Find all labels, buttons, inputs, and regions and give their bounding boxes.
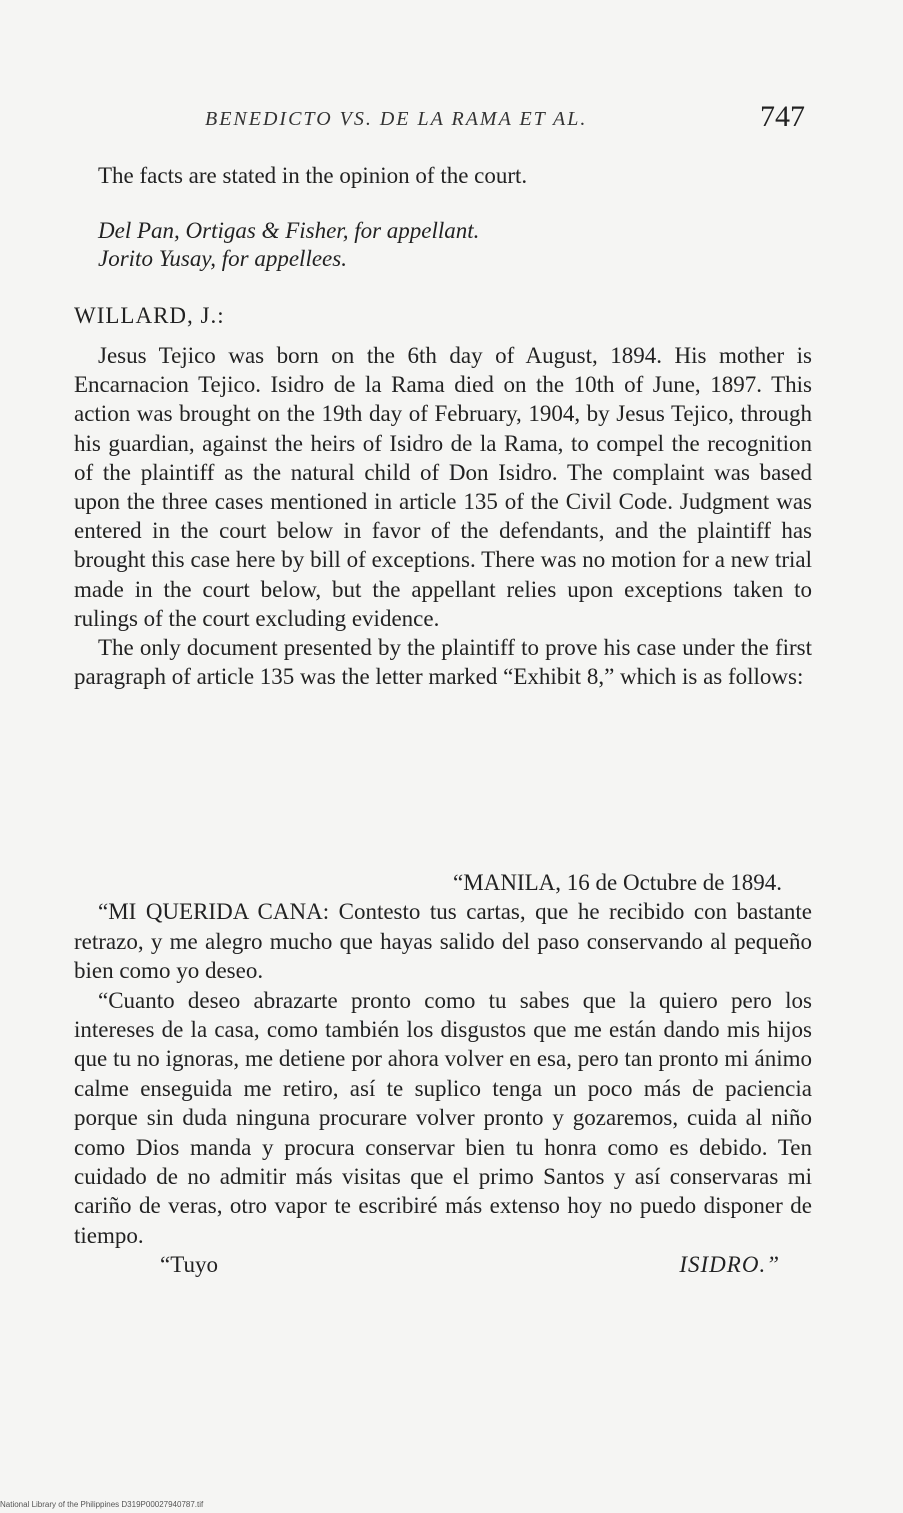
quoted-letter: [74, 868, 812, 1280]
page-header: [205, 100, 805, 140]
scan-footer: National Library of the Philippines D319P00027940787.tif: [0, 1500, 204, 1509]
opinion-paragraph: Jesus Tejico was born on the 6th day of August, 1894. His mother is Encarnacion Tejico. Isidro de la Rama died on the 10th of June, 1897. This action was brought on the 19th day of February, 1904, by Jesus Tejico, through his guardian, against the heirs of Isidro de la Rama, to compel the recognition of the plaintiff as the natural child of Don Isidro. The complaint was based upon the three cases mentioned in article 135 of the Civil Code. Judgment was entered in the court below in favor of the defendants, and the plaintiff has brought this case here by bill of exceptions. There was no motion for a new trial made in the court below, but the appellant relies upon exceptions taken to rulings of the court excluding evidence.: [74, 343, 812, 631]
letter-signature: ISIDRO.”: [679, 1252, 780, 1278]
letter-body-paragraph: “Cuanto deseo abrazarte pronto como tu sabes que la quiero pero los intereses de la casa, como también los disgustos que me están dando mis hijos que tu no ignoras, me detiene por ahora volver en esa, pero tan pronto mi ánimo calme enseguida me retiro, así te suplico tenga un poco más de paciencia porque sin duda ninguna procurare volver pronto y gozaremos, cuida al niño como Dios manda y procura conservar bien tu honra como es debido. Ten cuidado de no admitir más visitas que el primo Santos y así conservaras mi cariño de veras, otro vapor te escribiré más extenso hoy no puedo disponer de tiempo.: [74, 987, 812, 1248]
page-number: 747: [760, 100, 805, 133]
letter-closing: “Tuyo: [160, 1252, 218, 1278]
counsel-appellant: Del Pan, Ortigas & Fisher, for appellant.: [98, 218, 480, 243]
facts-line: The facts are stated in the opinion of the court.: [98, 163, 528, 188]
running-head: BENEDICTO VS. DE LA RAMA ET AL.: [205, 108, 588, 130]
letter-dateline: “MANILA, 16 de Octubre de 1894.: [453, 870, 782, 895]
counsel-appellees: Jorito Yusay, for appellees.: [98, 246, 347, 271]
opinion-paragraph: The only document presented by the plaintiff to prove his case under the first paragraph of article 135 was the letter marked “Exhibit 8,” which is as follows:: [74, 635, 812, 690]
justice-name: WILLARD, J.:: [74, 303, 225, 328]
letter-salutation-paragraph: “MI QUERIDA CANA: Contesto tus cartas, que he recibido con bastante retrazo, y me alegro mucho que hayas salido del paso conservando al pequeño bien como yo deseo.: [74, 899, 812, 984]
opinion-body: [74, 341, 812, 691]
letter-signoff: [74, 1250, 812, 1280]
